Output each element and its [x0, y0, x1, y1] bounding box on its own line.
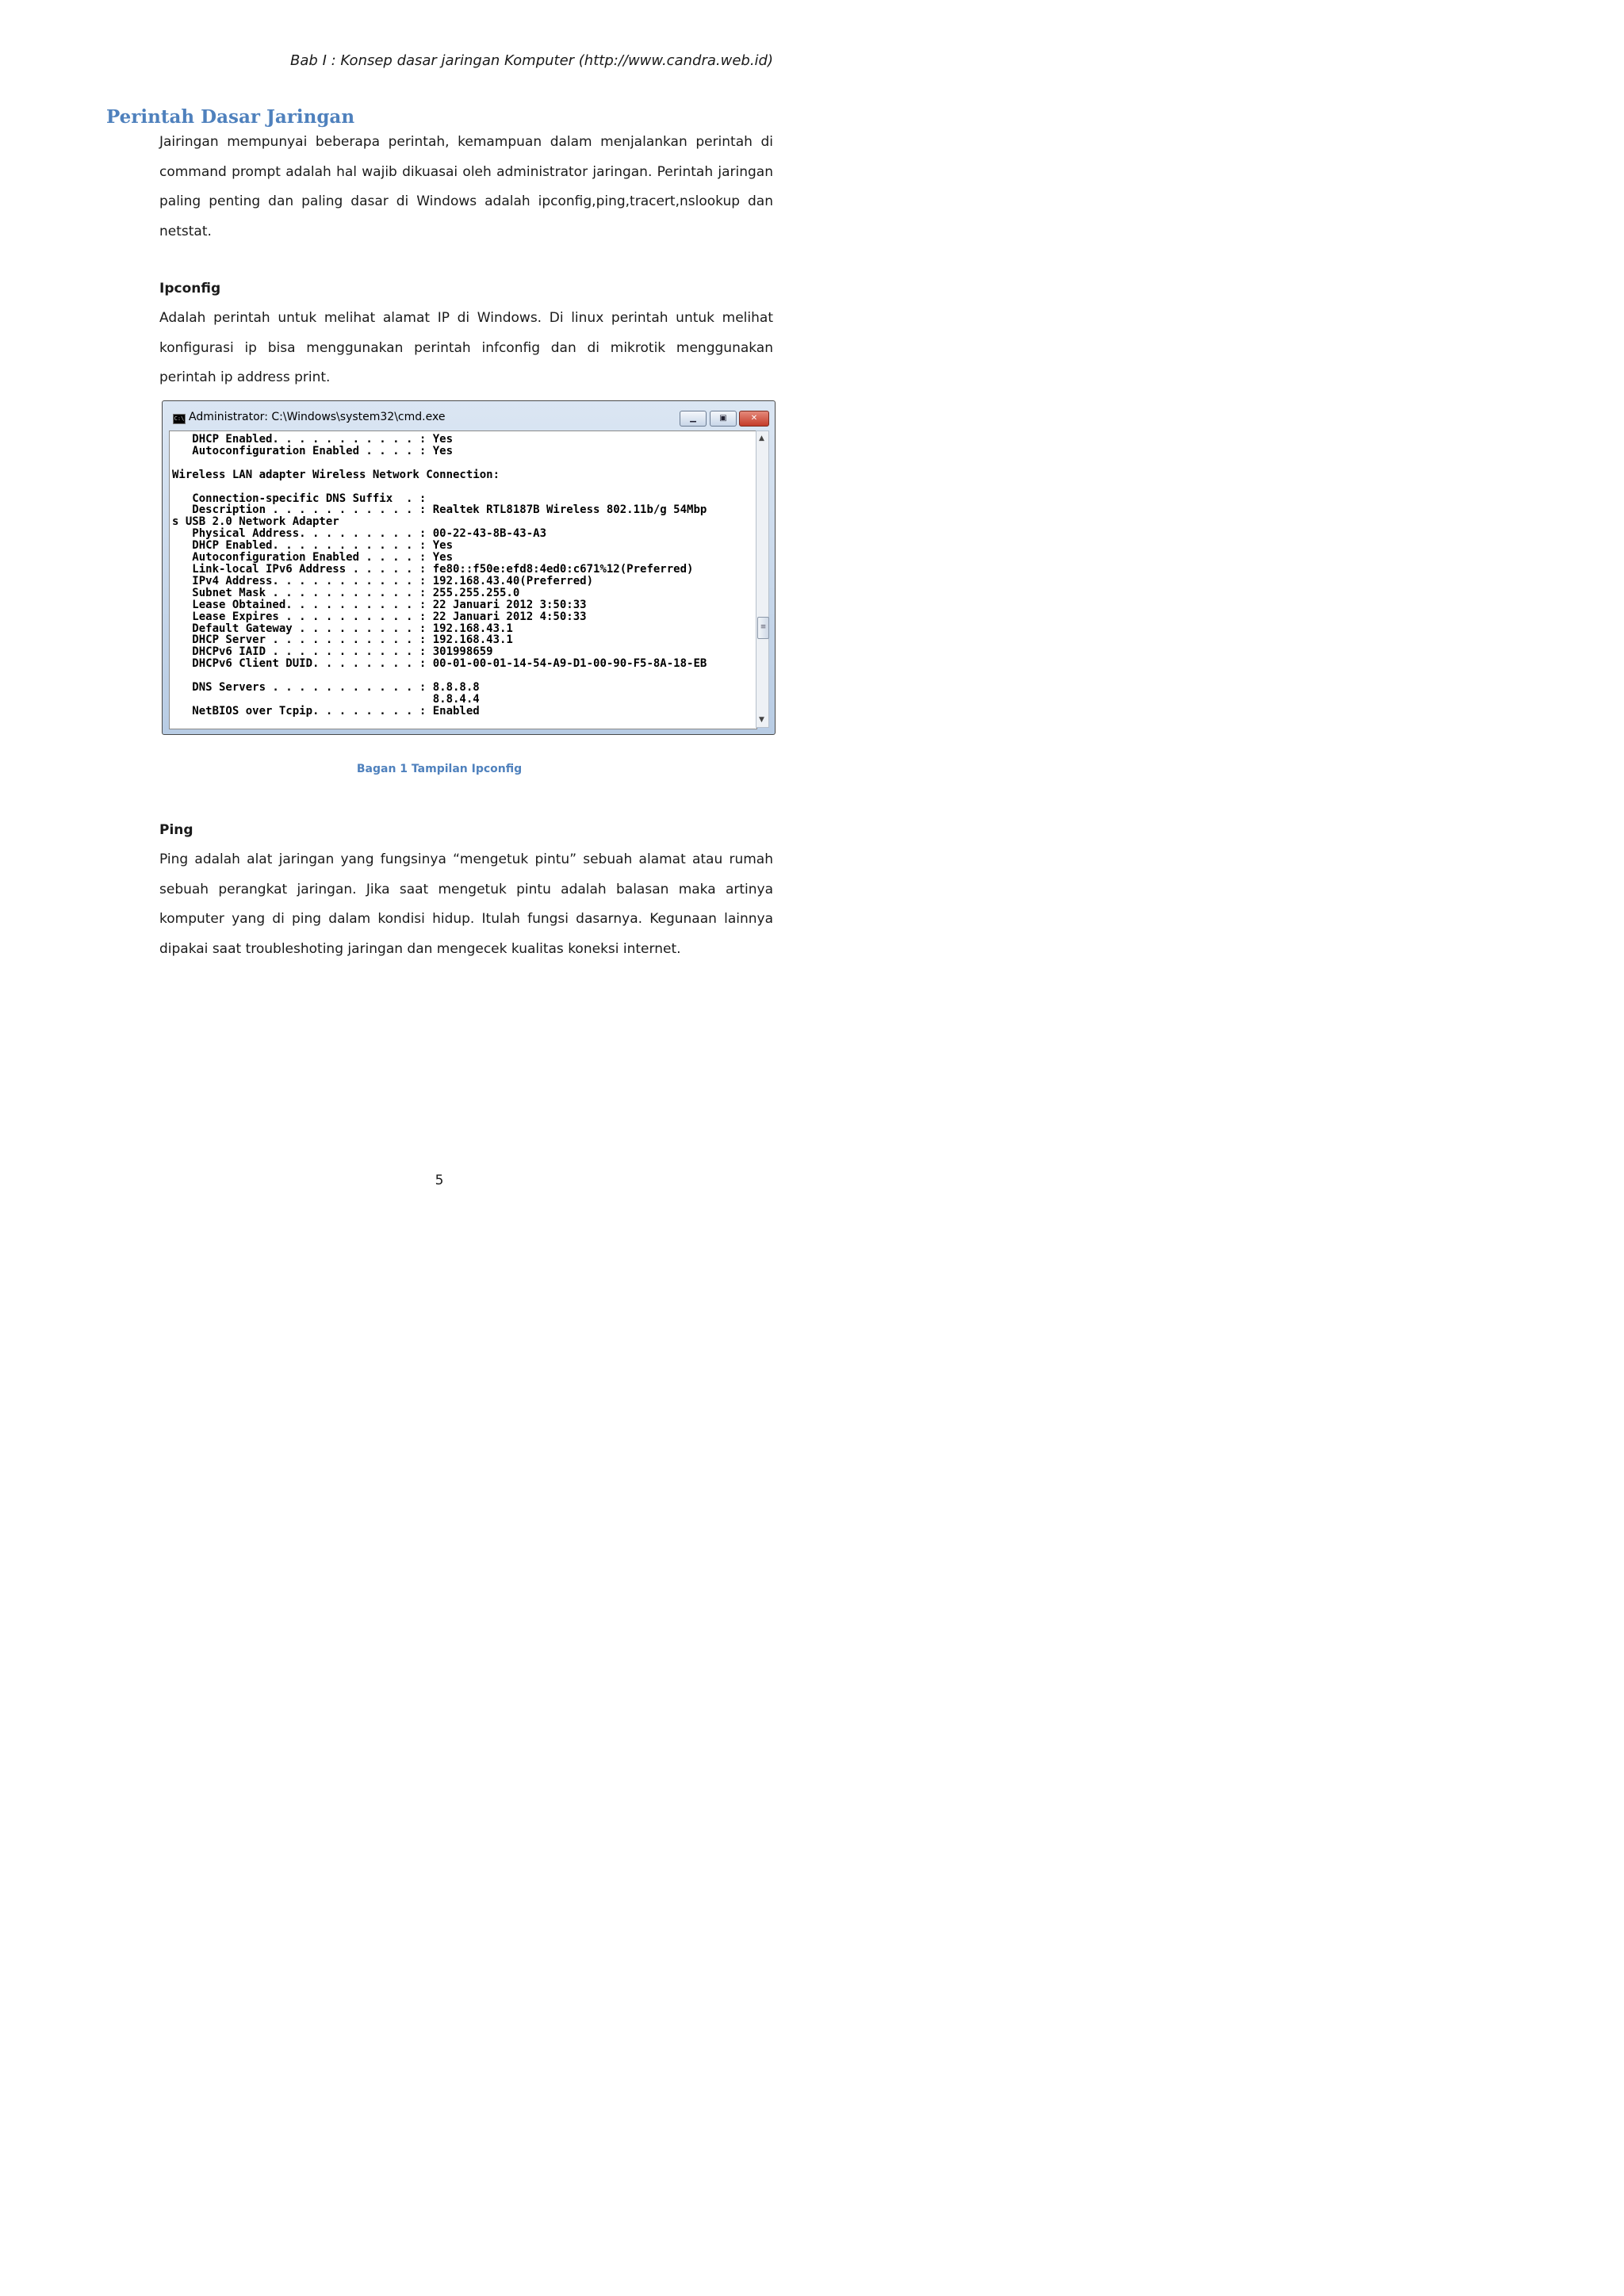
- scroll-down-icon[interactable]: ▼: [759, 716, 764, 724]
- page-number: 5: [435, 1173, 444, 1188]
- running-header: Bab I : Konsep dasar jaringan Komputer (http://www.candra.web.id): [290, 52, 773, 69]
- intro-block: [159, 128, 773, 247]
- ping-block: [159, 822, 773, 964]
- ping-heading: Ping: [159, 822, 193, 838]
- cmd-window-title: Administrator: C:\Windows\system32\cmd.exe: [189, 411, 446, 423]
- close-button[interactable]: ✕: [739, 411, 769, 427]
- ping-paragraph: Ping adalah alat jaringan yang fungsinya “mengetuk pintu” sebuah alamat atau rumah sebuah perangkat jaringan. Jika saat mengetuk pintu adalah balasan maka artinya komputer yang di ping dalam kondisi hidup. Itulah fungsi dasarnya. Kegunaan lainnya dipakai saat troubleshoting jaringan dan mengecek kualitas koneksi internet.: [159, 851, 773, 957]
- vertical-scrollbar[interactable]: [756, 430, 769, 728]
- ipconfig-heading: Ipconfig: [159, 281, 221, 297]
- maximize-button[interactable]: ▣: [710, 411, 737, 427]
- scroll-thumb[interactable]: ≡: [757, 617, 769, 639]
- cmd-window-screenshot: [162, 400, 776, 735]
- console-output-area: [169, 430, 757, 729]
- figure-caption: Bagan 1 Tampilan Ipconfig: [356, 763, 523, 775]
- cmd-title-bar: [163, 401, 775, 433]
- scroll-up-icon[interactable]: ▲: [759, 434, 764, 442]
- ipconfig-block: [159, 281, 773, 393]
- minimize-button[interactable]: ▁: [680, 411, 707, 427]
- section-title: Perintah Dasar Jaringan: [106, 106, 355, 128]
- cmd-icon: C:\: [173, 414, 186, 424]
- console-text: DHCP Enabled. . . . . . . . . . . : Yes Autoconfiguration Enabled . . . . : Yes Wireless LAN adapter Wireless Network Connection: Connection-specific DNS Suffix . : Description . . . . . . . . . . . : Realtek RTL8187B Wireless 802.11b/g 54Mbp s USB 2.0 Network Adapter Physical Address. . . . . . . . . : 00-22-43-8B-43-A3 DHCP Enabled. . . . . . . . . . . : Yes Autoconfiguration Enabled . . . . : Yes Link-local IPv6 Address . . . . . : fe80::f50e:efd8:4ed0:c671%12(Preferred) IPv4 Address. . . . . . . . . . . : 192.168.43.40(Preferred) Subnet Mask . . . . . . . . . . . : 255.255.255.0 Lease Obtained. . . . . . . . . . : 22 Januari 2012 3:50:33 Lease Expires . . . . . . . . . . : 22 Januari 2012 4:50:33 Default Gateway . . . . . . . . . : 192.168.43.1 DHCP Server . . . . . . . . . . . : 192.168.43.1 DHCPv6 IAID . . . . . . . . . . . : 301998659 DHCPv6 Client DUID. . . . . . . . : 00-01-00-01-14-54-A9-D1-00-90-F5-8A-18-EB DNS Servers . . . . . . . . . . . : 8.8.8.8 8.8.4.4 NetBIOS over Tcpip. . . . . . . . : Enabled: [172, 433, 707, 718]
- intro-paragraph: Jairingan mempunyai beberapa perintah, kemampuan dalam menjalankan perintah di command prompt adalah hal wajib dikuasai oleh administrator jaringan. Perintah jaringan paling penting dan paling dasar di Windows adalah ipconfig,ping,tracert,nslookup dan netstat.: [159, 134, 773, 239]
- ipconfig-paragraph: Adalah perintah untuk melihat alamat IP di Windows. Di linux perintah untuk melihat konfigurasi ip bisa menggunakan perintah infconfig dan di mikrotik menggunakan perintah ip address print.: [159, 310, 773, 385]
